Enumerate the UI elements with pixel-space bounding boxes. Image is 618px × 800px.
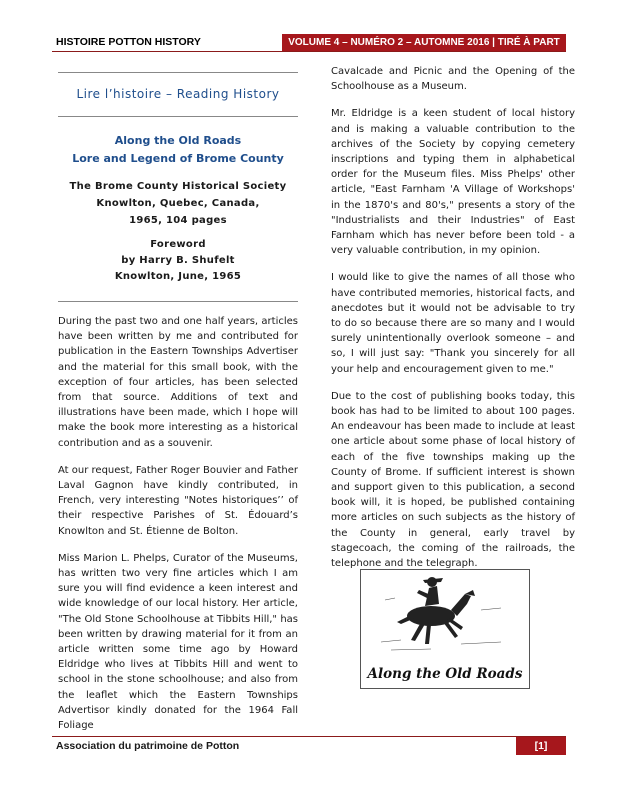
issue-banner: VOLUME 4 – NUMÉRO 2 – AUTOMNE 2016 | TIRÉ À PART: [282, 34, 566, 51]
book-title-line: Along the Old Roads: [114, 134, 242, 147]
book-subtitle-line: Lore and Legend of Brome County: [72, 152, 284, 165]
left-column: [58, 72, 298, 745]
book-title: [58, 132, 298, 168]
page-number: [1]: [516, 737, 566, 755]
book-publication-info: [58, 178, 298, 229]
paragraph: Miss Marion L. Phelps, Curator of the Museums, has written two very fine articles which I am sure you will find evidence a keen interest and wide knowledge of our local history. Her article, "The Old Stone Schoolhouse at Tibbits Hill," has been written by drawing material for it from an article written some time ago by Howard Eldridge who lives at Tibbits Hill and went to school in the stone schoolhouse; and also from the leaflet which the Eastern Townships Advertisor kindly donated for the 1964 Fall Foliage: [58, 552, 298, 732]
paragraph: Due to the cost of publishing books today, this book has had to be limited to about 100 pages. An endeavour has been made to include at least one article about some phase of local history of each of the five townships making up the County of Brome. If sufficient interest is shown and support given to this publication, a second book will, it is hoped, be published containing more articles on such subjects as the history of the County in general, early travel by stagecoach, the coming of the railroads, the telephone and the telegraph.: [331, 390, 575, 570]
horse-rider-icon: [361, 570, 529, 660]
association-name: Association du patrimoine de Potton: [56, 740, 240, 752]
illustration-caption: Along the Old Roads: [367, 666, 523, 682]
foreword-author: by Harry B. Shufelt: [121, 255, 235, 266]
book-cover-illustration: [360, 569, 530, 689]
paragraph: At our request, Father Roger Bouvier and Father Laval Gagnon have kindly contributed, in French, very interesting "Notes historiques’’ of their respective Parishes of St. Édouard’s Knowlton and St. Étienne de Bolton.: [58, 464, 298, 537]
paragraph: Cavalcade and Picnic and the Opening of the Schoolhouse as a Museum.: [331, 66, 575, 93]
publication-name: HISTOIRE POTTON HISTORY: [56, 36, 201, 48]
page-header: [52, 34, 566, 52]
section-divider: [58, 116, 298, 117]
page-footer: [52, 736, 566, 755]
section-title: Lire l’histoire – Reading History: [76, 87, 280, 101]
foreword-divider: [58, 301, 298, 302]
paragraph: Mr. Eldridge is a keen student of local history and is making a valuable contribution to the archives of the Society by copying cemetery inscriptions and typing them in alphabetical order for the Museum files. Miss Phelps' other article, "East Farnham 'A Village of Workshops' in the 1870's and 80's," presents a story of the "Industrialists and their Industries" of East Farnham which has never before been told - a very valuable contribution, in my opinion.: [331, 108, 575, 257]
paragraph: I would like to give the names of all those who have contributed memories, historical facts, and anecdotes but it would not be advisable to try to do so because there are so many and I would surely unintentionally overlook someone – and so, I will just say: "Thank you sincerely for all your help and encouragement given to me.": [331, 272, 575, 375]
publisher: The Brome County Historical Society: [69, 181, 287, 192]
foreword-place-date: Knowlton, June, 1965: [114, 271, 242, 282]
publication-year-pages: 1965, 104 pages: [129, 215, 227, 226]
right-column: [331, 64, 575, 583]
foreword-heading: [58, 237, 298, 285]
paragraph: During the past two and one half years, articles have been written by me and contributed for publication in the Eastern Townships Advertiser and the material for this small book, with the exception of four articles, has been selected from that source. Additions of text and illustrations have been made, which I hope will make the book more interesting as a historical contribution and as a souvenir.: [58, 316, 298, 449]
foreword-label: Foreword: [150, 239, 206, 250]
top-divider: [58, 72, 298, 73]
publisher-location: Knowlton, Quebec, Canada,: [96, 198, 260, 209]
